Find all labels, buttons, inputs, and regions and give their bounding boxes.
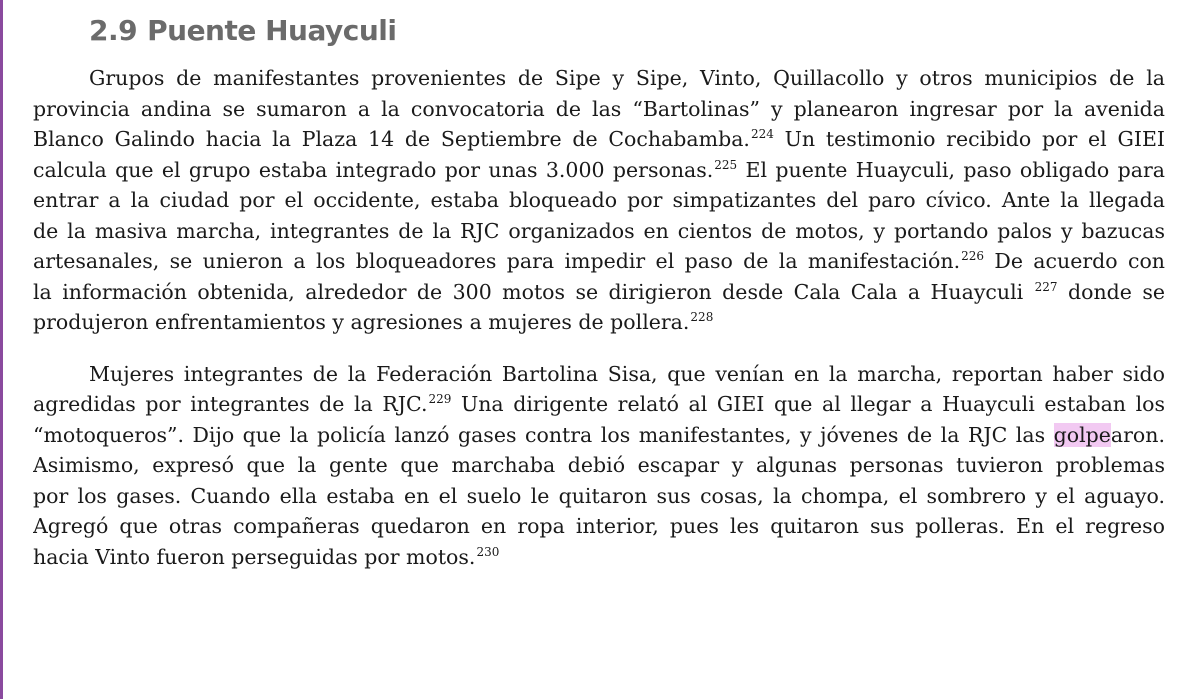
text-highlight[interactable]: golpe	[1053, 422, 1111, 447]
paragraph-line: Asimismo, expresó que la gente que marchaba debió escapar y algunas personas tuvieron problemas	[33, 453, 1165, 477]
footnote-ref[interactable]: 229	[428, 392, 452, 406]
section-number: 2.9	[89, 14, 138, 47]
paragraph-line: produjeron enfrentamientos y agresiones a mujeres de pollera.$^{228}$	[33, 310, 714, 334]
paragraph-line: hacia Vinto fueron perseguidas por motos.$^{230}$	[33, 544, 500, 569]
footnote-ref[interactable]: 226	[961, 249, 985, 263]
left-margin-rule	[0, 0, 3, 699]
paragraph-spacer	[33, 338, 1165, 359]
paragraph-line: entrar a la ciudad por el occidente, estaba bloqueado por simpatizantes del paro cívico. Ante la llegada	[33, 188, 1165, 212]
paragraph-2	[33, 359, 1165, 573]
footnote-ref[interactable]: 227	[1034, 279, 1058, 294]
footnote-ref[interactable]: 224	[750, 127, 774, 141]
paragraph-line: artesanales, se unieron a los bloqueadores para impedir el paso de la manifestación.$^{226}$ De acuerdo con	[33, 249, 1165, 273]
document-page	[33, 14, 1165, 572]
paragraph-line: por los gases. Cuando ella estaba en el suelo le quitaron sus cosas, la chompa, el sombrero y el aguayo.	[33, 483, 1165, 508]
footnote-ref[interactable]: 230	[476, 544, 500, 559]
paragraph-line: “motoqueros”. Dijo que la policía lanzó gases contra los manifestantes, y jóvenes de la RJC las golpearon.	[33, 422, 1165, 447]
section-title: Puente Huayculi	[147, 14, 397, 47]
paragraph-line: Blanco Galindo hacia la Plaza 14 de Septiembre de Cochabamba.$^{224}$ Un testimonio recibido por el GIEI	[33, 127, 1165, 151]
paragraph-line: la información obtenida, alrededor de 300 motos se dirigieron desde Cala Cala a Huayculi $^{227}$ donde se	[33, 279, 1165, 304]
section-heading	[89, 14, 1165, 47]
paragraph-line: de la masiva marcha, integrantes de la RJC organizados en cientos de motos, y portando palos y bazucas	[33, 218, 1165, 243]
paragraph-line: calcula que el grupo estaba integrado por unas 3.000 personas.$^{225}$ El puente Huayculi, paso obligado para	[33, 157, 1165, 182]
paragraph-1	[33, 63, 1165, 338]
paragraph-line: Grupos de manifestantes provenientes de Sipe y Sipe, Vinto, Quillacollo y otros municipios de la	[89, 66, 1165, 90]
footnote-ref[interactable]: 228	[690, 310, 714, 324]
footnote-ref[interactable]: 225	[714, 157, 738, 172]
paragraph-line: Mujeres integrantes de la Federación Bartolina Sisa, que venían en la marcha, reportan haber sido	[89, 361, 1165, 386]
paragraph-line: agredidas por integrantes de la RJC.$^{229}$ Una dirigente relató al GIEI que al llegar a Huayculi estaban los	[33, 392, 1165, 416]
paragraph-line: provincia andina se sumaron a la convocatoria de las “Bartolinas” y planearon ingresar por la avenida	[33, 96, 1165, 121]
paragraph-line: Agregó que otras compañeras quedaron en ropa interior, pues les quitaron sus polleras. En el regreso	[33, 514, 1165, 538]
